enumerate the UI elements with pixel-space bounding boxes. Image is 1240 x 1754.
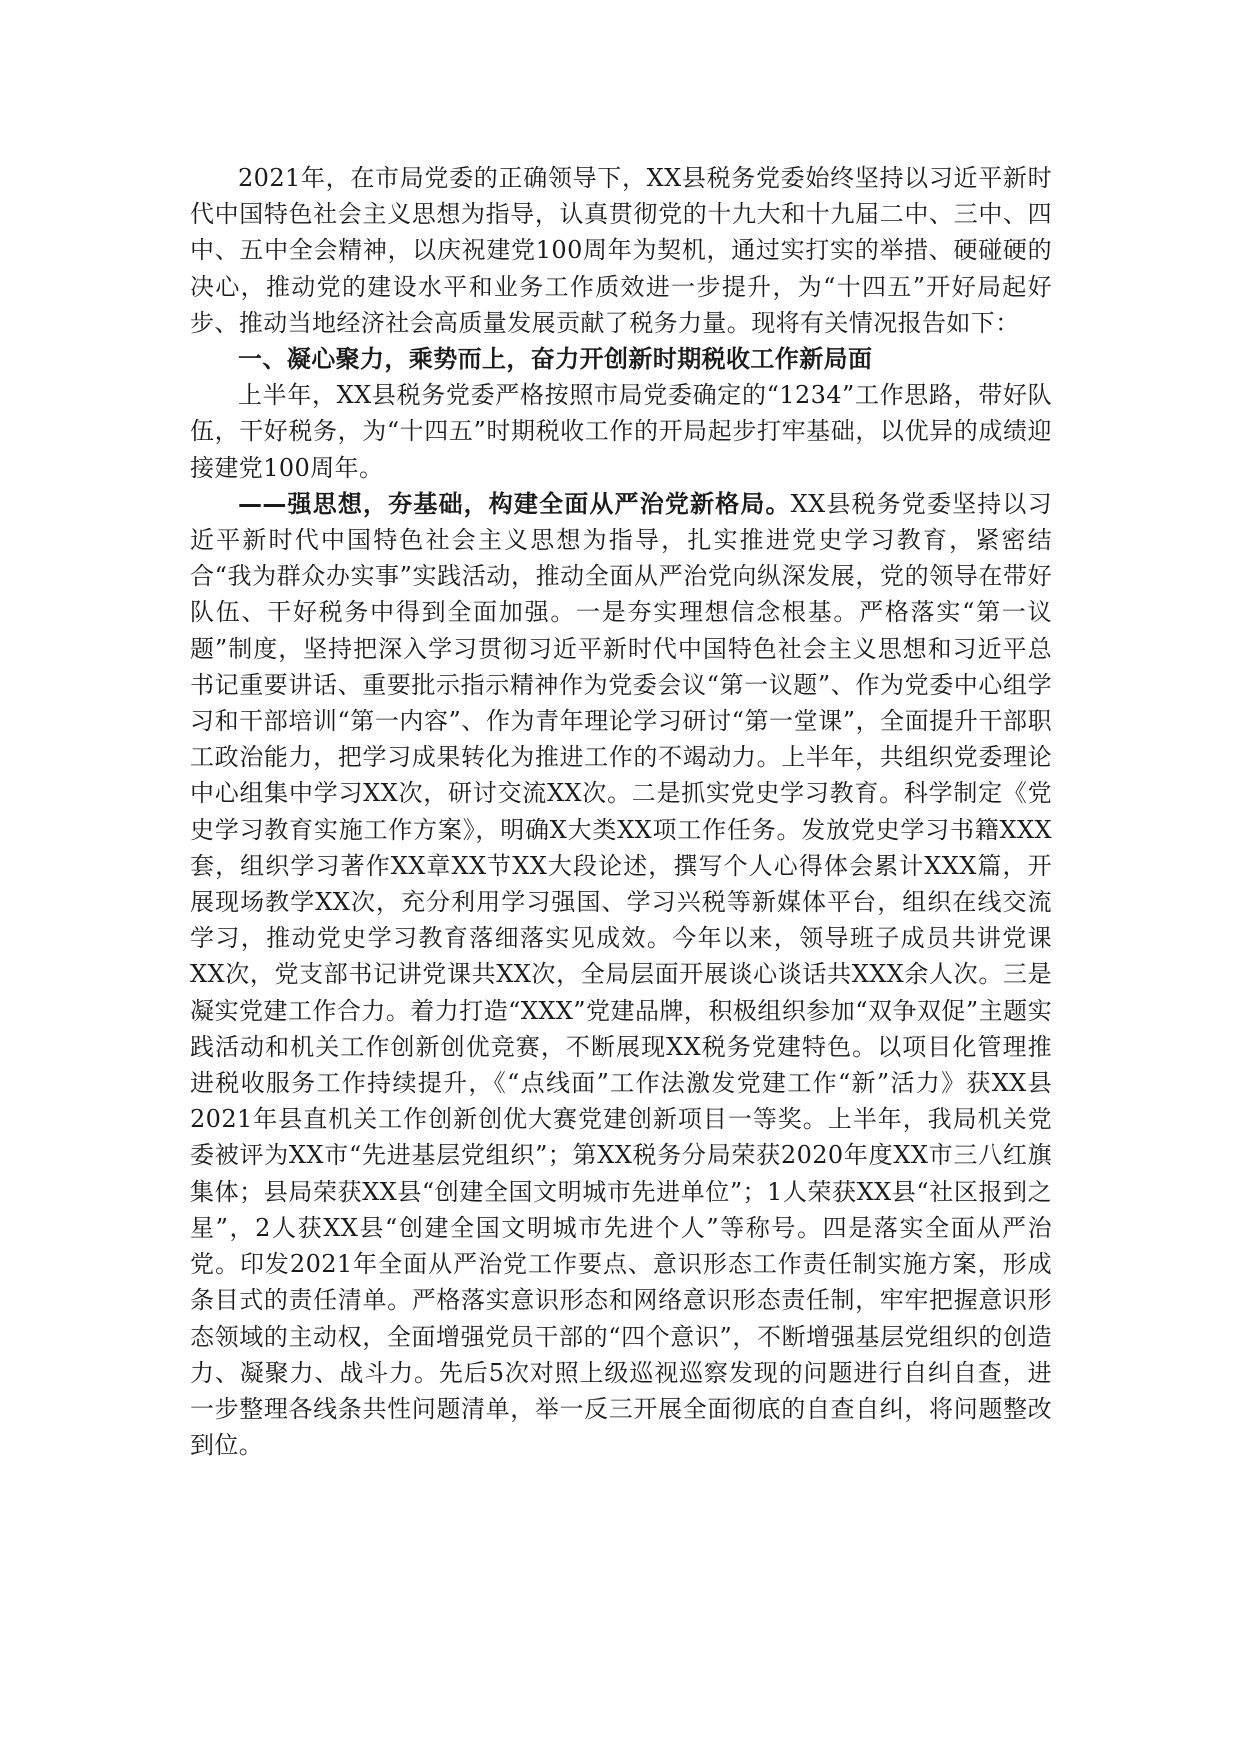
section-paragraph: 上半年，XX县税务党委严格按照市局党委确定的“1234”工作思路，带好队伍，干好税务，为“十四五”时期税收工作的开局起步打牢基础，以优异的成绩迎接建党100周年。 (190, 381, 1052, 482)
subsection-lead: ——强思想，夯基础，构建全面从严治党新格局。 (238, 489, 791, 518)
section-heading: 一、凝心聚力，乘势而上，奋力开创新时期税收工作新局面 (238, 345, 873, 374)
subsection-body: XX县税务党委坚持以习近平新时代中国特色社会主义思想为指导，扎实推进党史学习教育，紧密结合“我为群众办实事”实践活动，推动全面从严治党向纵深发展，党的领导在带好队伍、干好税务中得到全面加强。一是夯实理想信念根基。严格落实“第一议题”制度，坚持把深入学习贯彻习近平新时代中国特色社会主义思想和习近平总书记重要讲话、重要批示指示精神作为党委会议“第一议题”、作为党委中心组学习和干部培训“第一内容”、作为青年理论学习研讨“第一堂课”，全面提升干部职工政治能力，把学习成果转化为推进工作的不竭动力。上半年，共组织党委理论中心组集中学习XX次，研讨交流XX次。二是抓实党史学习教育。科学制定《党史学习教育实施工作方案》，明确X大类XX项工作任务。发放党史学习书籍XXX套，组织学习著作XX章XX节XX大段论述，撰写个人心得体会累计XXX篇，开展现场教学XX次，充分利用学习强国、学习兴税等新媒体平台，组织在线交流学习，推动党史学习教育落细落实见成效。今年以来，领导班子成员共讲党课XX次，党支部书记讲党课共XX次，全局层面开展谈心谈话共XXX余人次。三是凝实党建工作合力。着力打造“XXX”党建品牌，积极组织参加“双争双促”主题实践活动和机关工作创新创优竞赛，不断展现XX税务党建特色。以项目化管理推进税收服务工作持续提升，《“点线面”工作法激发党建工作“新”活力》获XX县2021年县直机关工作创新创优大赛党建创新项目一等奖。上半年，我局机关党委被评为XX市“先进基层党组织”；第XX税务分局荣获2020年度XX市三八红旗集体；县局荣获XX县“创建全国文明城市先进单位”；1人荣获XX县“社区报到之星”，2人获XX县“创建全国文明城市先进个人”等称号。四是落实全面从严治党。印发2021年全面从严治党工作要点、意识形态工作责任制实施方案，形成条目式的责任清单。严格落实意识形态和网络意识形态责任制，牢牢把握意识形态领域的主动权，全面增强党员干部的“四个意识”，不断增强基层党组织的创造力、凝聚力、战斗力。先后5次对照上级巡视巡察发现的问题进行自纠自查，进一步整理各线条共性问题清单，举一反三开展全面彻底的自查自纠，将问题整改到位。 (190, 489, 1052, 1460)
subsection-paragraph (190, 486, 1052, 1463)
intro-paragraph: 2021年，在市局党委的正确领导下，XX县税务党委始终坚持以习近平新时代中国特色社会主义思想为指导，认真贯彻党的十九大和十九届二中、三中、四中、五中全会精神，以庆祝建党100周年为契机，通过实打实的举措、硬碰硬的决心，推动党的建设水平和业务工作质效进一步提升，为“十四五”开好局起好步、推动当地经济社会高质量发展贡献了税务力量。现将有关情况报告如下： (190, 164, 1052, 337)
document-body (190, 160, 1052, 1463)
